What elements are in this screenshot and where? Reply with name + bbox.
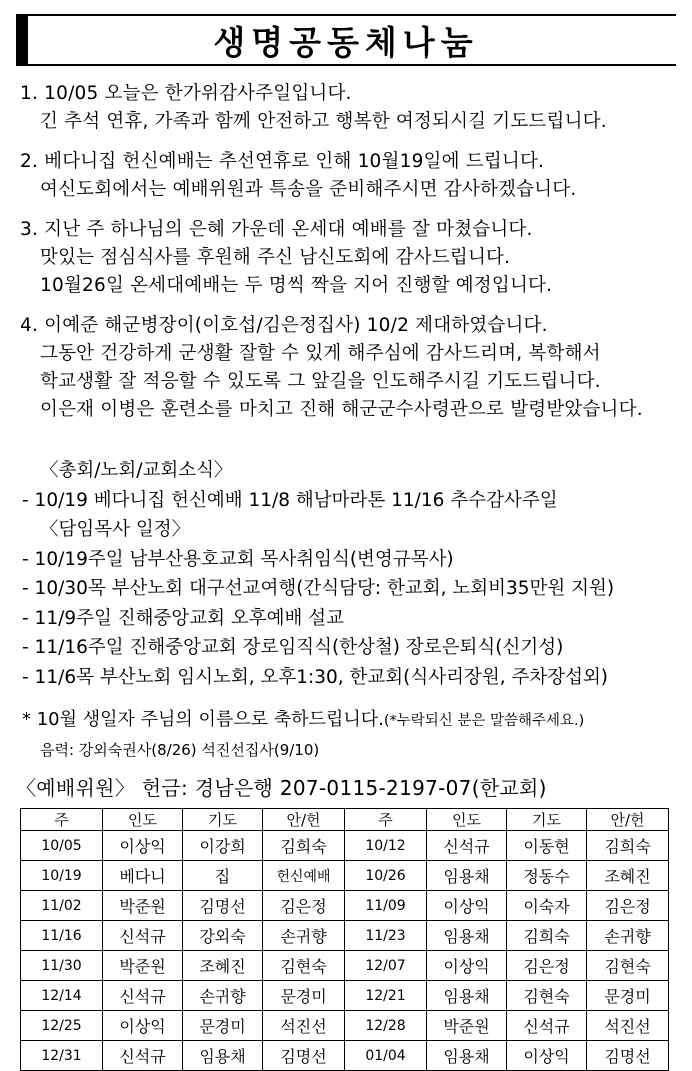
column-header: 안/헌 bbox=[587, 809, 669, 831]
notice-line: 2. 베다니집 헌신예배는 추선연휴로 인해 10월19일에 드립니다. bbox=[20, 151, 545, 172]
table-cell: 문경미 bbox=[183, 1011, 263, 1041]
table-cell: 김은정 bbox=[263, 891, 345, 921]
table-cell: 11/23 bbox=[345, 921, 427, 951]
birthday-line bbox=[22, 705, 682, 736]
notice-item bbox=[20, 312, 680, 424]
birthday-section bbox=[22, 705, 682, 764]
table-cell: 김은정 bbox=[587, 891, 669, 921]
column-header: 주 bbox=[345, 809, 427, 831]
table-cell: 김명선 bbox=[587, 1041, 669, 1071]
table-cell: 김현숙 bbox=[587, 951, 669, 981]
birthday-note: (*누락되신 분은 말씀해주세요.) bbox=[383, 713, 585, 729]
column-header: 주 bbox=[21, 809, 103, 831]
table-cell: 문경미 bbox=[263, 981, 345, 1011]
table-row bbox=[21, 951, 669, 981]
table-cell: 손귀향 bbox=[587, 921, 669, 951]
table-cell: 김희숙 bbox=[587, 831, 669, 861]
notice-line: 4. 이예준 해군병장이(이호섭/김은정집사) 10/2 제대하였습니다. bbox=[20, 315, 548, 336]
notice-line: 그동안 건강하게 군생활 잘할 수 있게 해주심에 감사드리며, 복학해서 bbox=[40, 343, 601, 364]
table-row bbox=[21, 1011, 669, 1041]
table-cell: 강외숙 bbox=[183, 921, 263, 951]
notice-line: 이은재 이병은 훈련소를 마치고 진해 해군군수사령관으로 발령받았습니다. bbox=[40, 399, 643, 420]
title-bar bbox=[16, 14, 676, 66]
table-cell: 석진선 bbox=[263, 1011, 345, 1041]
table-cell: 손귀향 bbox=[183, 981, 263, 1011]
pastor-schedule-item: - 10/19주일 남부산용호교회 목사취임식(변영규목사) bbox=[22, 548, 454, 570]
worship-schedule-table bbox=[20, 808, 669, 1071]
table-cell: 12/28 bbox=[345, 1011, 427, 1041]
table-cell: 김현숙 bbox=[507, 981, 587, 1011]
table-cell: 정동수 bbox=[507, 861, 587, 891]
notice-line: 긴 추석 연휴, 가족과 함께 안전하고 행복한 여정되시길 기도드립니다. bbox=[40, 111, 607, 132]
table-cell: 임용채 bbox=[427, 921, 507, 951]
offering-account: 헌금: 경남은행 207-0115-2197-07(한교회) bbox=[141, 776, 547, 800]
table-cell: 박준원 bbox=[103, 951, 183, 981]
pastor-schedule-item: - 11/16주일 진해중앙교회 장로임직식(한상철) 장로은퇴식(신기성) bbox=[22, 637, 564, 658]
notice-item bbox=[20, 148, 680, 204]
table-row bbox=[21, 981, 669, 1011]
table-row bbox=[21, 921, 669, 951]
pastor-schedule-item: - 10/30목 부산노회 대구선교여행(간식담당: 한교회, 노회비35만원 지원) bbox=[22, 578, 615, 599]
table-cell: 이숙자 bbox=[507, 891, 587, 921]
table-cell: 11/16 bbox=[21, 921, 103, 951]
table-cell: 10/26 bbox=[345, 861, 427, 891]
table-cell: 이상익 bbox=[507, 1041, 587, 1071]
events-section bbox=[22, 456, 682, 692]
column-header: 기도 bbox=[183, 809, 263, 831]
pastor-schedule-heading: 〈담임목사 일정〉 bbox=[40, 519, 191, 540]
table-cell: 이상익 bbox=[103, 1011, 183, 1041]
table-cell: 신석규 bbox=[103, 921, 183, 951]
table-cell: 집 bbox=[183, 861, 263, 891]
table-cell: 12/07 bbox=[345, 951, 427, 981]
table-cell: 김희숙 bbox=[263, 831, 345, 861]
birthday-main: * 10월 생일자 주님의 이름으로 축하드립니다. bbox=[22, 709, 384, 730]
table-cell: 12/14 bbox=[21, 981, 103, 1011]
table-cell: 신석규 bbox=[103, 1041, 183, 1071]
column-header: 안/헌 bbox=[263, 809, 345, 831]
page-title: 생명공동체나눔 bbox=[213, 22, 479, 62]
notice-item bbox=[20, 80, 680, 136]
table-cell: 이상익 bbox=[103, 831, 183, 861]
table-cell: 임용채 bbox=[427, 1041, 507, 1071]
table-cell: 이상익 bbox=[427, 891, 507, 921]
table-cell: 10/05 bbox=[21, 831, 103, 861]
table-cell: 박준원 bbox=[427, 1011, 507, 1041]
general-news-list bbox=[22, 486, 682, 516]
table-cell: 10/12 bbox=[345, 831, 427, 861]
pastor-schedule-item: - 11/6목 부산노회 임시노회, 오후1:30, 한교회(식사리장원, 주차장섭외) bbox=[22, 666, 609, 688]
pastor-schedule-item: - 11/9주일 진해중앙교회 오후예배 설교 bbox=[22, 607, 344, 629]
table-row bbox=[21, 861, 669, 891]
table-cell: 신석규 bbox=[427, 831, 507, 861]
column-header: 인도 bbox=[103, 809, 183, 831]
notice-item bbox=[20, 216, 680, 300]
worship-heading: 〈예배위원〉 bbox=[16, 776, 136, 800]
table-cell: 김명선 bbox=[263, 1041, 345, 1071]
table-cell: 12/31 bbox=[21, 1041, 103, 1071]
table-cell: 임용채 bbox=[427, 981, 507, 1011]
table-cell: 이상익 bbox=[427, 951, 507, 981]
table-cell: 김희숙 bbox=[507, 921, 587, 951]
general-news-heading: 〈총회/노회/교회소식〉 bbox=[40, 460, 233, 481]
table-cell: 김은정 bbox=[507, 951, 587, 981]
table-cell: 손귀향 bbox=[263, 921, 345, 951]
table-cell: 11/02 bbox=[21, 891, 103, 921]
table-cell: 김현숙 bbox=[263, 951, 345, 981]
column-header: 인도 bbox=[427, 809, 507, 831]
table-cell: 문경미 bbox=[587, 981, 669, 1011]
table-cell: 베다니 bbox=[103, 861, 183, 891]
notice-line: 여신도회에서는 예배위원과 특송을 준비해주시면 감사하겠습니다. bbox=[40, 179, 577, 200]
table-row bbox=[21, 891, 669, 921]
table-cell: 조혜진 bbox=[587, 861, 669, 891]
table-cell: 10/19 bbox=[21, 861, 103, 891]
notice-line: 3. 지난 주 하나님의 은혜 가운데 온세대 예배를 잘 마쳤습니다. bbox=[20, 219, 533, 240]
table-cell: 임용채 bbox=[427, 861, 507, 891]
notice-line: 맛있는 점심식사를 후원해 주신 남신도회에 감사드립니다. bbox=[40, 247, 511, 268]
pastor-schedule-list bbox=[22, 545, 682, 693]
table-cell: 11/09 bbox=[345, 891, 427, 921]
table-row bbox=[21, 831, 669, 861]
general-news-item: - 10/19 베다니집 헌신예배 11/8 해남마라톤 11/16 추수감사주일 bbox=[22, 489, 558, 511]
table-cell: 헌신예배 bbox=[263, 861, 345, 891]
table-cell: 이동현 bbox=[507, 831, 587, 861]
table-cell: 임용채 bbox=[183, 1041, 263, 1071]
table-cell: 조혜진 bbox=[183, 951, 263, 981]
notices-section bbox=[20, 80, 680, 436]
table-cell: 01/04 bbox=[345, 1041, 427, 1071]
table-cell: 박준원 bbox=[103, 891, 183, 921]
column-header: 기도 bbox=[507, 809, 587, 831]
notice-line: 1. 10/05 오늘은 한가위감사주일입니다. bbox=[20, 83, 352, 104]
table-cell: 신석규 bbox=[103, 981, 183, 1011]
table-cell: 석진선 bbox=[587, 1011, 669, 1041]
notice-line: 학교생활 잘 적응할 수 있도록 그 앞길을 인도해주시길 기도드립니다. bbox=[40, 371, 601, 392]
worship-header bbox=[16, 772, 686, 801]
notice-line: 10월26일 온세대예배는 두 명씩 짝을 지어 진행할 예정입니다. bbox=[40, 275, 553, 296]
table-cell: 신석규 bbox=[507, 1011, 587, 1041]
table-cell: 12/21 bbox=[345, 981, 427, 1011]
table-header-row bbox=[21, 809, 669, 831]
table-cell: 김명선 bbox=[183, 891, 263, 921]
table-cell: 12/25 bbox=[21, 1011, 103, 1041]
table-cell: 11/30 bbox=[21, 951, 103, 981]
table-cell: 이강희 bbox=[183, 831, 263, 861]
birthday-lunar: 음력: 강외숙권사(8/26) 석진선집사(9/10) bbox=[40, 741, 320, 759]
